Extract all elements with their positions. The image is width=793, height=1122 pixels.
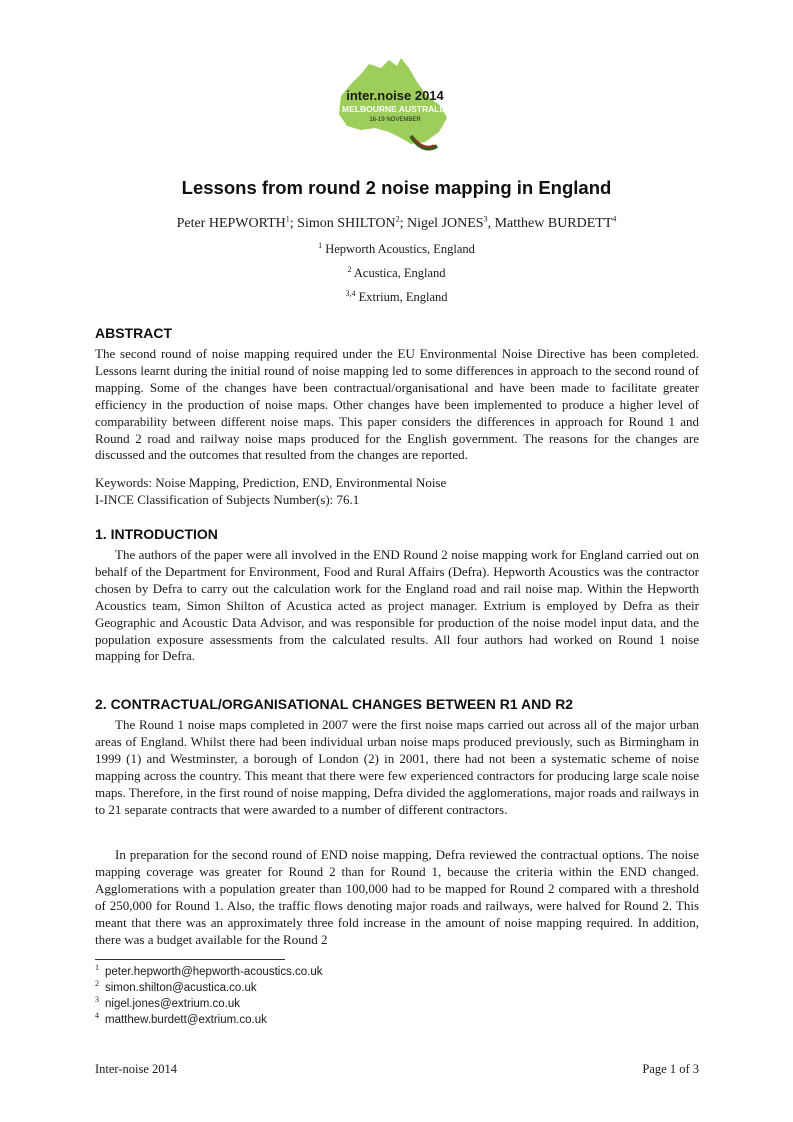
footnote-marker: 4 bbox=[95, 1011, 99, 1021]
footnote-rule bbox=[95, 959, 285, 960]
logo-dates: 16-19 NOVEMBER bbox=[369, 117, 421, 123]
conference-logo bbox=[331, 56, 456, 164]
author-separator: , bbox=[487, 216, 495, 231]
body-paragraph: The authors of the paper were all involved in the END Round 2 noise mapping work for England carried out on behalf of the Department for Environment, Food and Rural Affairs (Defra). Hepworth Acoustics was the contractor chosen by Defra to carry out the calculation work for the England road and rail noise map. Within the Hepworth Acoustics team, Simon Shilton of Acustica acted as project manager. Extrium is employed by Defra as their Geographic and Acoustic Data Advisor, and was responsible for production of the noise model input data, and the population exposure assessments from the calculated results. All four authors had worked on Round 1 noise mapping for Defra. bbox=[95, 547, 699, 664]
footnote-email: matthew.burdett@extrium.co.uk bbox=[105, 1014, 267, 1026]
affiliation-text: Acustica, England bbox=[353, 266, 446, 280]
footnote-email: peter.hepworth@hepworth-acoustics.co.uk bbox=[105, 966, 323, 978]
footnote bbox=[95, 979, 257, 994]
affiliation bbox=[0, 290, 793, 305]
footer-page-number: Page 1 of 3 bbox=[642, 1062, 699, 1076]
affiliation-marker: 1 bbox=[318, 240, 323, 250]
author-affil-marker: 4 bbox=[612, 214, 617, 224]
author-separator: ; bbox=[399, 216, 407, 231]
classification: I-INCE Classification of Subjects Number(s): 76.1 bbox=[95, 492, 360, 507]
author-separator: ; bbox=[289, 216, 298, 231]
author-name: Peter HEPWORTH bbox=[176, 216, 286, 231]
abstract-text: The second round of noise mapping required under the EU Environmental Noise Directive has been completed. Lessons learnt during the initial round of noise mapping led to some differences in approach to the second round of mapping. Some of the changes have been contractual/organisational and have been made to facilitate greater efficiency in the production of noise maps. Other changes have been implemented to produce a higher level of comparability between different noise maps. This paper considers the differences in approach for Round 1 and Round 2 road and railway noise maps produced for the English government. The reasons for the changes are discussed and the outcomes that resulted from the changes are reported. bbox=[95, 346, 699, 463]
section-heading: 2. CONTRACTUAL/ORGANISATIONAL CHANGES BETWEEN R1 AND R2 bbox=[95, 696, 574, 712]
footnote bbox=[95, 963, 323, 978]
abstract-heading: ABSTRACT bbox=[95, 325, 172, 341]
author-affil-marker: 1 bbox=[285, 214, 290, 224]
author-affil-marker: 2 bbox=[395, 214, 400, 224]
affiliation bbox=[0, 266, 793, 281]
footnote-marker: 1 bbox=[95, 963, 99, 973]
footer-conference: Inter-noise 2014 bbox=[95, 1062, 178, 1076]
affiliation-text: Extrium, England bbox=[358, 290, 448, 304]
affiliation-text: Hepworth Acoustics, England bbox=[325, 242, 475, 256]
footnote-email: simon.shilton@acustica.co.uk bbox=[105, 982, 257, 994]
author-name: Matthew BURDETT bbox=[494, 216, 613, 231]
body-paragraph: In preparation for the second round of END noise mapping, Defra reviewed the contractual options. The noise mapping coverage was greater for Round 2 than for Round 1, because the criteria within the END changed. Agglomerations with a population greater than 100,000 had to be mapped for Round 2 compared with a threshold of 250,000 for Round 1. Also, the traffic flows denoting major roads and railways, were halved for Round 2. This meant that there was an approximately three fold increase in the amount of noise mapping required. In addition, there was a budget available for the Round 2 bbox=[95, 847, 699, 947]
footnote bbox=[95, 1011, 267, 1026]
footnote-marker: 3 bbox=[95, 995, 99, 1005]
paper-title: Lessons from round 2 noise mapping in England bbox=[181, 177, 612, 198]
author-name: Nigel JONES bbox=[406, 216, 484, 231]
author-name: Simon SHILTON bbox=[297, 216, 396, 231]
author-list bbox=[0, 216, 793, 232]
affiliation-marker: 2 bbox=[347, 264, 352, 274]
keywords: Keywords: Noise Mapping, Prediction, END, Environmental Noise bbox=[95, 475, 447, 490]
body-paragraph: The Round 1 noise maps completed in 2007 were the first noise maps carried out across all of the major urban areas of England. Whilst there had been individual urban noise maps produced previously, such as Birmingham in 1999 (1) and Westminster, a borough of London (2) in 2001, there had not been a systematic scheme of noise mapping across the country. This meant that there were few experienced contractors for producing large scale noise maps. Therefore, in the first round of noise mapping, Defra divided the agglomerations, major roads and railways in to 21 separate contracts that were awarded to a number of different contractors. bbox=[95, 717, 699, 817]
logo-location: MELBOURNE AUSTRALIA bbox=[342, 104, 448, 114]
affiliation bbox=[0, 242, 793, 257]
section-heading: 1. INTRODUCTION bbox=[95, 526, 218, 542]
footnote-marker: 2 bbox=[95, 979, 99, 989]
author-affil-marker: 3 bbox=[483, 214, 488, 224]
affiliation-marker: 3,4 bbox=[345, 288, 356, 298]
footnote bbox=[95, 995, 241, 1010]
logo-title: inter.noise 2014 bbox=[346, 88, 444, 103]
footnote-email: nigel.jones@extrium.co.uk bbox=[105, 998, 241, 1010]
